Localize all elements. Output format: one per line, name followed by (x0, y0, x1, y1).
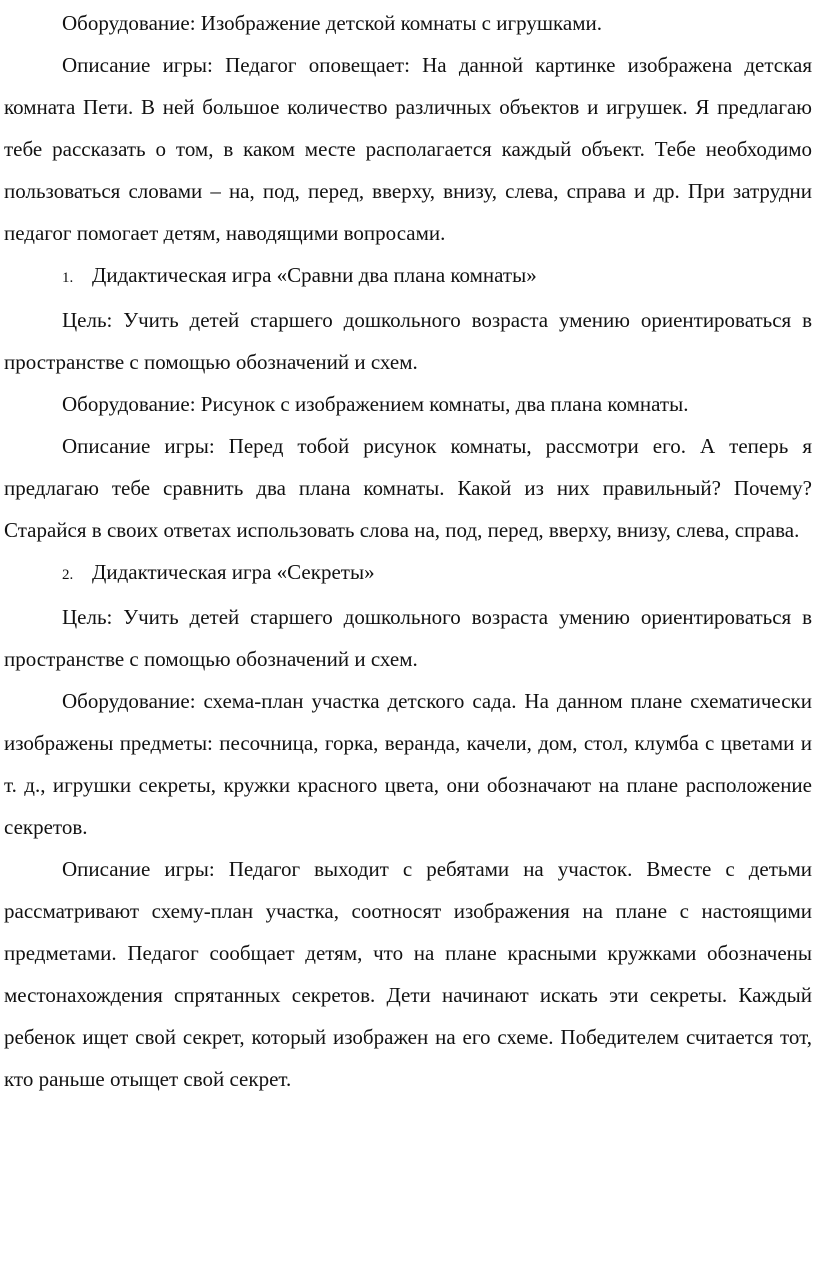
equipment-paragraph-2: Оборудование: Рисунок с изображением комнаты, два плана комнаты. (62, 392, 689, 416)
game-description-paragraph-2: Описание игры: Перед тобой рисунок комнаты, рассмотри его. А теперь я предлагаю тебе сравнить два плана комнаты. Какой из них правильный? Почему? Старайся в своих ответах использовать слова на, под, перед, вверху, внизу, слева, справа. (4, 434, 812, 542)
goal-paragraph-2: Цель: Учить детей старшего дошкольного возраста умению ориентироваться в пространстве с помощью обозначений и схем. (4, 605, 812, 671)
list-item-game-1 (4, 254, 812, 299)
list-item-number: 2. (62, 567, 74, 583)
equipment-paragraph-1: Оборудование: Изображение детской комнаты с игрушками. (62, 11, 602, 35)
game-description-paragraph-3: Описание игры: Педагог выходит с ребятами на участок. Вместе с детьми рассматривают схему-план участка, соотносят изображения на плане с настоящими предметами. Педагог сообщает детям, что на плане красными кружками обозначены местонахождения спрятанных секретов. Дети начинают искать эти секреты. Каждый ребенок ищет свой секрет, который изображен на его схеме. Победителем считается тот, кто раньше отыщет свой секрет. (4, 857, 812, 1091)
list-item-title: Дидактическая игра «Секреты» (92, 560, 375, 584)
equipment-paragraph-3: Оборудование: схема-план участка детского сада. На данном плане схематически изображены предметы: песочница, горка, веранда, качели, дом, стол, клумба с цветами и т. д., игрушки секреты, кружки красного цвета, они обозначают на плане расположение секретов. (4, 689, 812, 839)
goal-paragraph-1: Цель: Учить детей старшего дошкольного возраста умению ориентироваться в пространстве с помощью обозначений и схем. (4, 308, 812, 374)
list-item-number: 1. (62, 270, 74, 286)
list-item-game-2 (4, 551, 812, 596)
list-item-title: Дидактическая игра «Сравни два плана комнаты» (92, 263, 537, 287)
game-description-paragraph-1: Описание игры: Педагог оповещает: На данной картинке изображена детская комната Пети. В ней большое количество различных объектов и игрушек. Я предлагаю тебе рассказать о том, в каком месте располагается каждый объект. Тебе необходимо пользоваться словами – на, под, перед, вверху, внизу, слева, справа и др. При затрудни педагог помогает детям, наводящими вопросами. (4, 53, 812, 245)
